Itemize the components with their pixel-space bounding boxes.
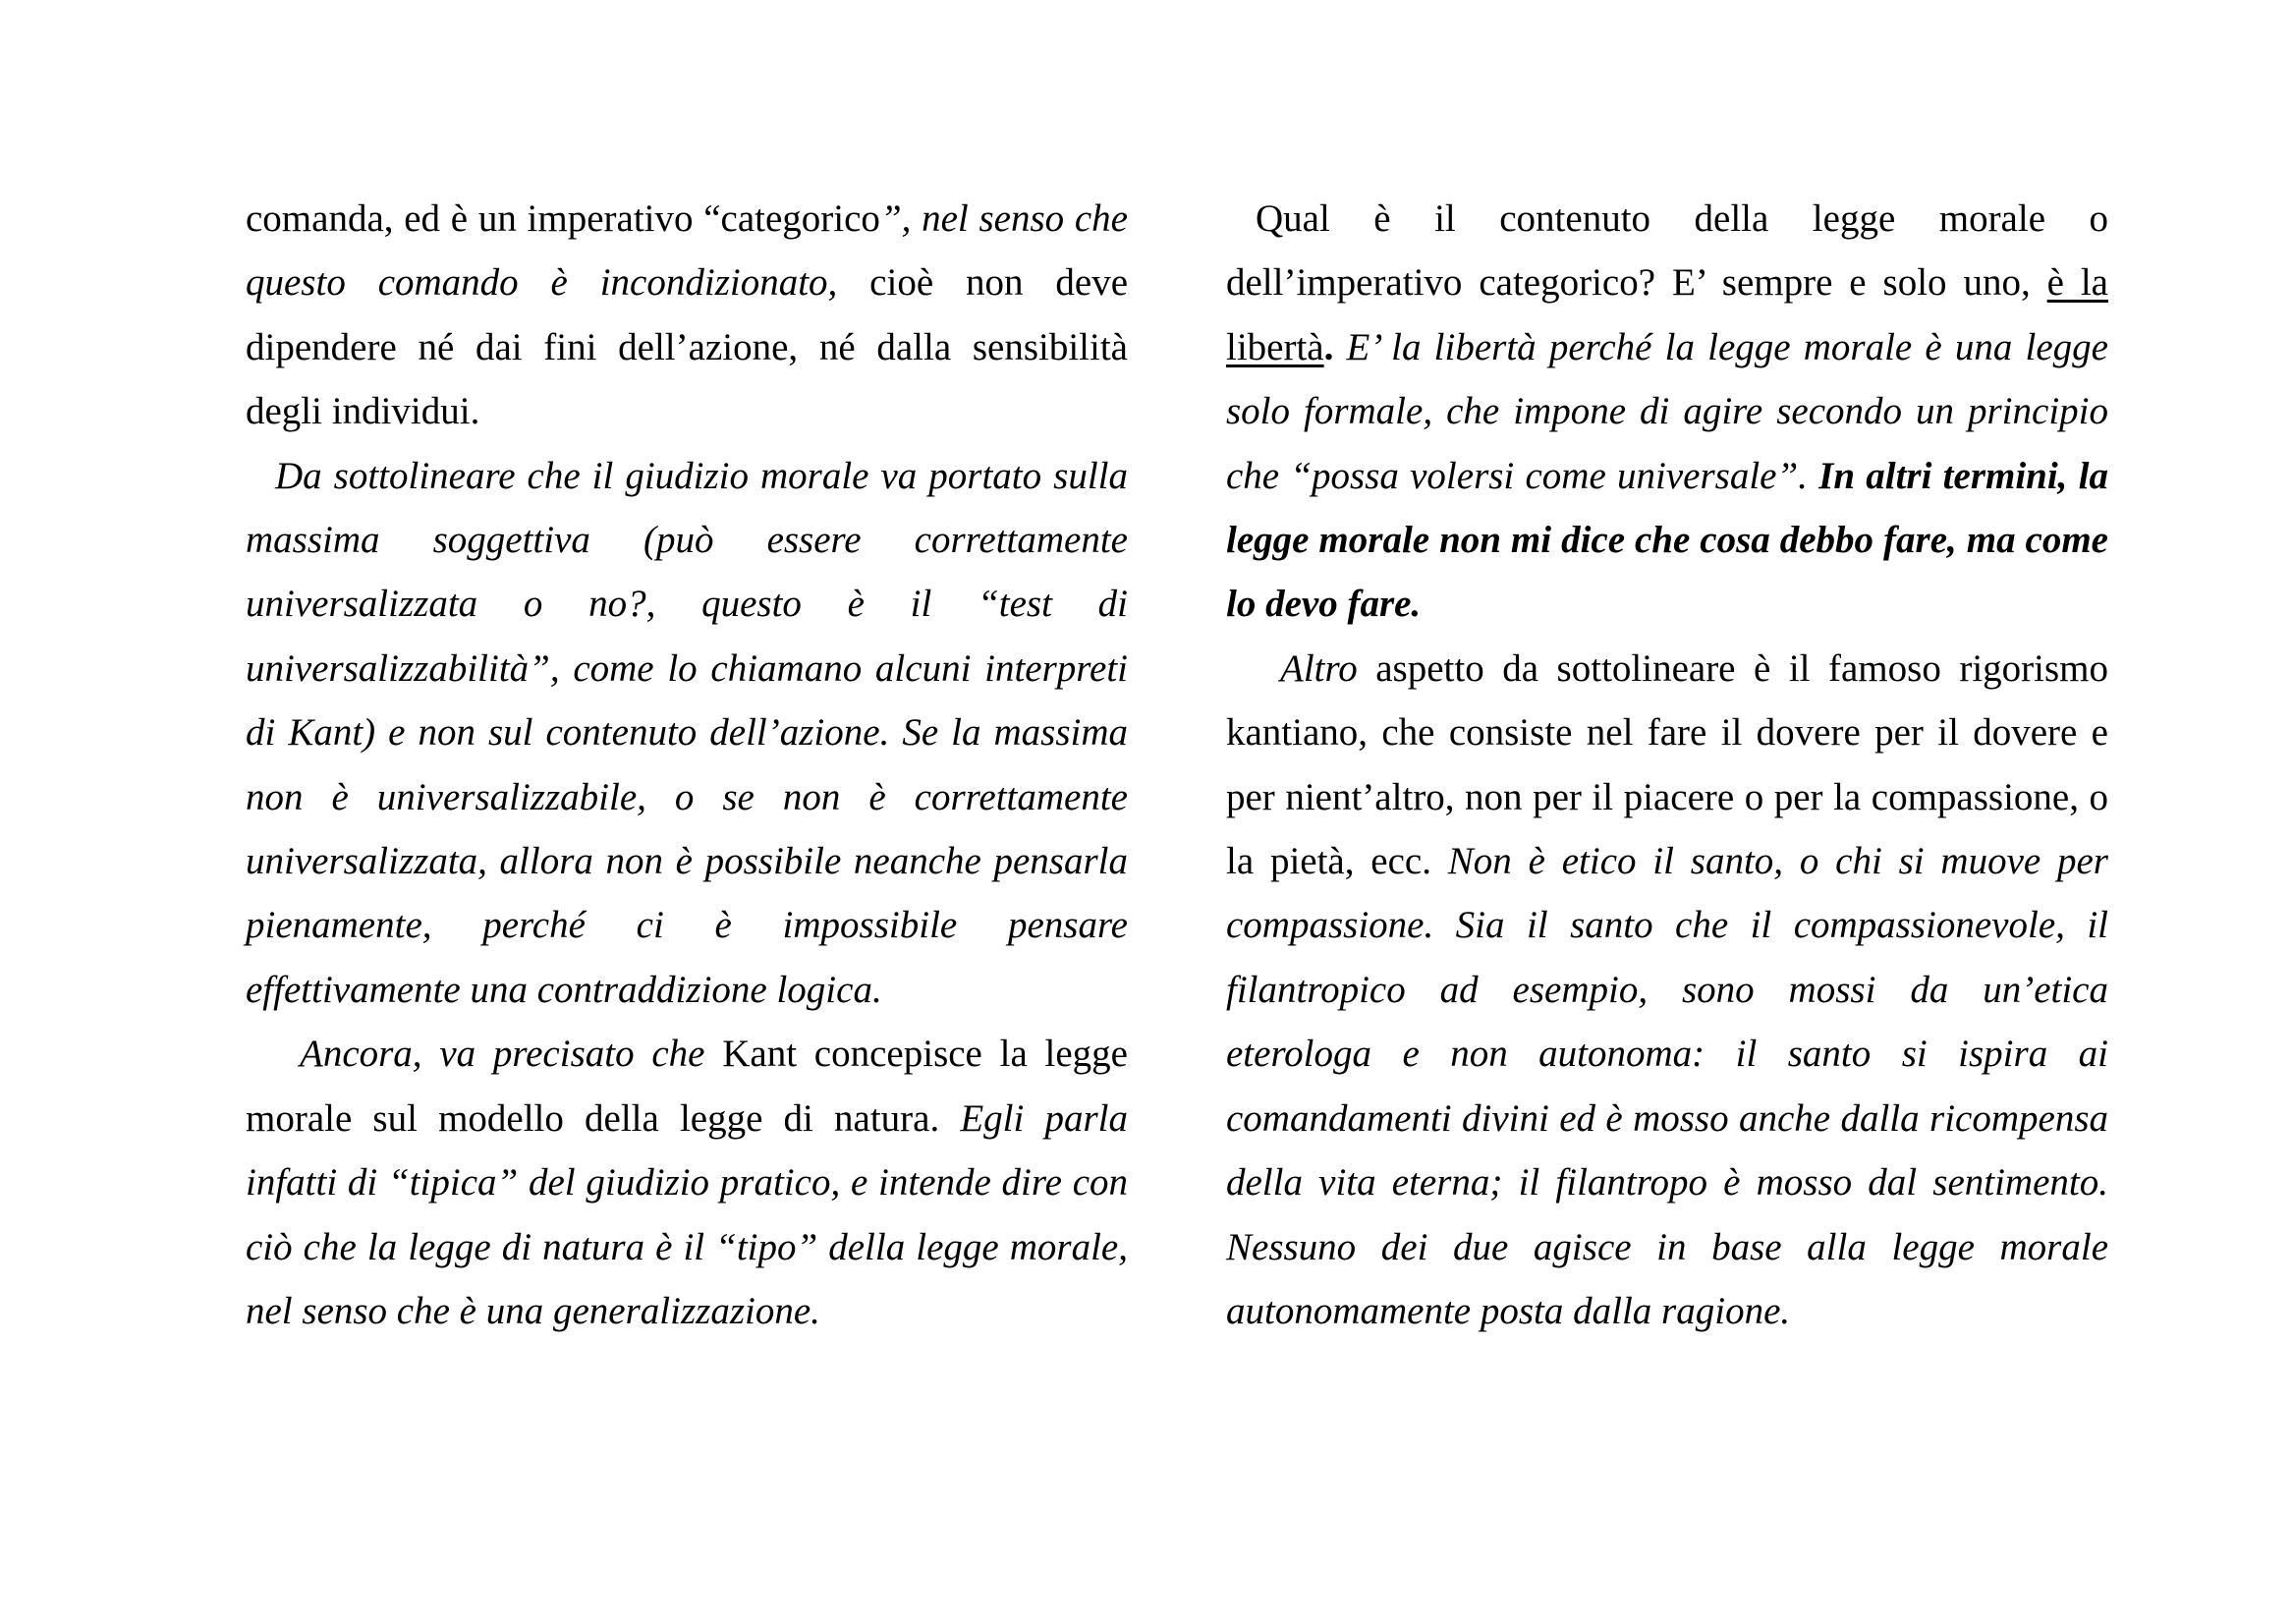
left-paragraph-2: [246, 444, 1128, 1023]
text-run: Kant concepisce la legge morale sul modello della legge di natura.: [246, 1033, 1128, 1140]
text-run-bold-italic: In altri termini, la legge morale non mi dice che cosa debbo fare, ma come lo devo fare.: [1226, 454, 2109, 626]
right-column: [1226, 187, 2108, 1343]
text-run-italic: Non è etico il santo, o chi si muove per compassione. Sia il santo che il compassionevole, il filantropico ad esempio, sono mossi da un’etica eterologa e non autonoma: il santo si ispira ai comandamenti divini ed è mosso anche dalla ricompensa della vita eterna; il filantropo è mosso dal sentimento. Nessuno dei due agisce in base alla legge morale autonomamente posta dalla ragione.: [1226, 840, 2108, 1332]
text-run: comanda, ed è un imperativo “categorico: [246, 197, 880, 240]
text-run-italic: Ancora, va precisato che: [300, 1033, 723, 1076]
right-paragraph-1: [1226, 187, 2108, 637]
text-run-underline: è la libertà: [1226, 261, 2108, 368]
left-paragraph-1: [246, 187, 1128, 444]
text-run-italic: ”, nel senso che questo comando è incondizionato,: [246, 197, 1128, 305]
left-column: [246, 187, 1128, 1343]
left-paragraph-3: [246, 1022, 1128, 1343]
text-run: aspetto da sottolineare è il famoso rigorismo kantiano, che consiste nel fare il dovere per il dovere e per nient’altro, non per il piacere o per la compassione, o la pietà, ecc.: [1226, 646, 2108, 883]
text-run-bold: .: [1323, 325, 1334, 368]
text-run-italic: Altro: [1280, 646, 1358, 690]
text-run-italic: Da sottolineare che il giudizio morale va portato sulla massima soggettiva (può essere correttamente universalizzata o no?, questo è il “test di universalizzabilità”, come lo chiamano alcuni interpreti di Kant) e non sul contenuto dell’azione. Se la massima non è universalizzabile, o se non è correttamente universalizzata, allora non è possibile neanche pensarla pienamente, perché ci è impossibile pensare effettivamente una contraddizione logica.: [246, 454, 1128, 1011]
text-run-italic: Egli parla infatti di “tipica” del giudizio pratico, e intende dire con ciò che la legge di natura è il “tipo” della legge morale, nel senso che è una generalizzazione.: [246, 1096, 1128, 1332]
text-run: cioè non deve dipendere né dai fini dell’azione, né dalla sensibilità degli individui.: [246, 261, 1129, 433]
text-run-italic: E’ la libertà perché la legge morale è una legge solo formale, che impone di agire secondo un principio che “possa volersi come universale”.: [1226, 325, 2108, 497]
right-paragraph-2: [1226, 637, 2108, 1343]
text-run: Qual è il contenuto della legge morale o dell’imperativo categorico? E’ sempre e solo uno,: [1226, 197, 2108, 305]
